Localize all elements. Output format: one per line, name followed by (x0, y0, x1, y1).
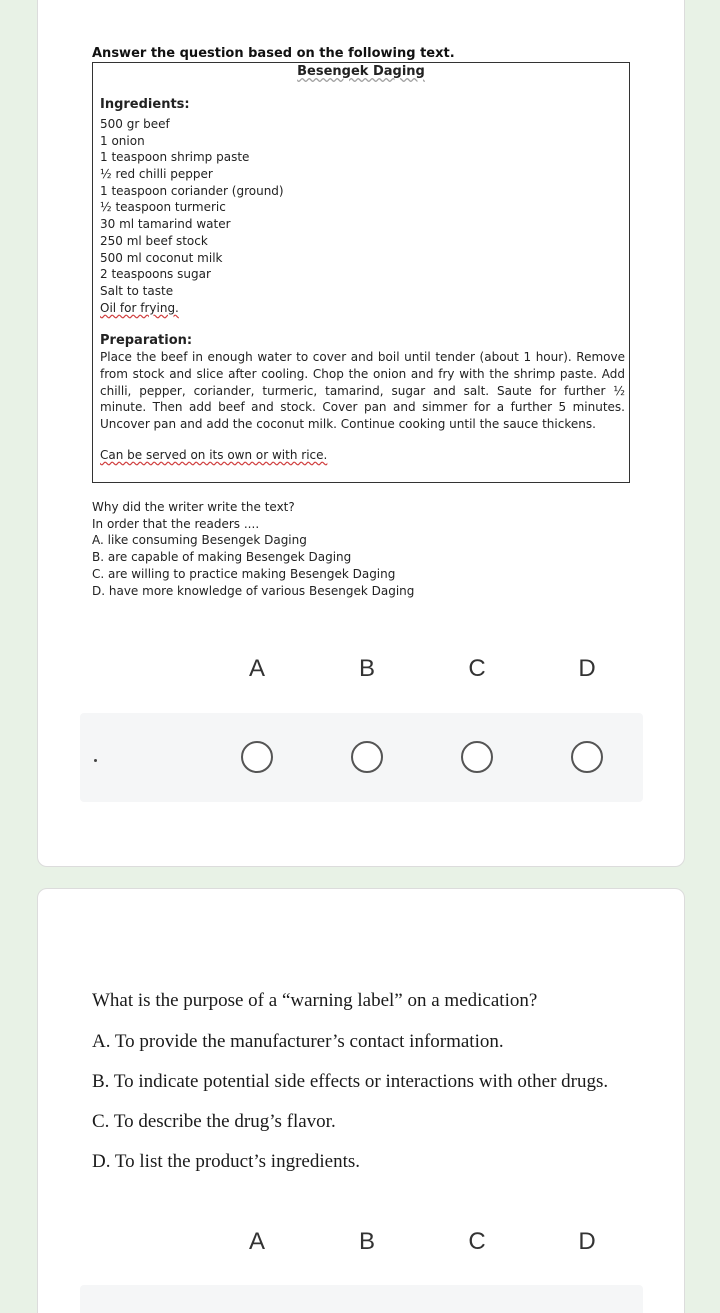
ingredients-list (100, 116, 284, 316)
q2-choice-label-b: B (358, 1228, 375, 1255)
ingredient-item: 1 onion (100, 133, 145, 148)
ingredient-item: 2 teaspoons sugar (100, 267, 211, 282)
q2-choice-label-c: C (468, 1228, 486, 1255)
preparation-text: Place the beef in enough water to cover and boil until tender (about 1 hour). Remove from stock and slice after cooling. Chop the onion and fry with the shrimp paste. Add chilli, pepper, coriander, turmeric, tamarind, sugar and salt. Saute for further ½ minute. Then add beef and stock. Cover pan and simmer for a further 5 minutes. Uncover pan and add the coconut milk. Continue cooking until the sauce thickens. (100, 350, 625, 432)
radio-d[interactable] (571, 741, 603, 773)
option-c-text: C. are willing to practice making Besengek Daging (92, 567, 396, 581)
serving-text: Can be served on its own or with rice. (100, 448, 328, 462)
choice-label-a: A (248, 655, 265, 682)
ingredient-item: ½ red chilli pepper (100, 167, 213, 182)
q2-option-b-text: B. To indicate potential side effects or interactions with other drugs. (92, 1071, 609, 1092)
ingredient-item: 250 ml beef stock (100, 233, 208, 248)
instruction-text: Answer the question based on the following text. (92, 46, 455, 61)
question-text: Why did the writer write the text? (92, 500, 295, 514)
option-a-text: A. like consuming Besengek Daging (92, 533, 307, 547)
question-card-1 (37, 0, 685, 867)
choice-label-b: B (358, 655, 375, 682)
choice-label-d: D (578, 655, 596, 682)
question-2-text: What is the purpose of a “warning label” on a medication? (92, 990, 538, 1011)
radio-c[interactable] (461, 741, 493, 773)
ingredients-heading: Ingredients: (100, 97, 190, 112)
q2-option-d-text: D. To list the product’s ingredients. (92, 1151, 360, 1172)
ingredient-item: 1 teaspoon coriander (ground) (100, 183, 284, 198)
q2-option-c-text: C. To describe the drug’s flavor. (92, 1111, 336, 1132)
ingredient-item: Salt to taste (100, 283, 174, 298)
ingredient-item: ½ teaspoon turmeric (100, 200, 226, 215)
option-d-text: D. have more knowledge of various Besengek Daging (92, 584, 415, 598)
q2-choice-label-a: A (248, 1228, 265, 1255)
question-stem: In order that the readers .... (92, 517, 260, 531)
question-card-2 (37, 888, 685, 1313)
q2-option-a-text: A. To provide the manufacturer’s contact information. (92, 1031, 504, 1052)
ingredient-item: 1 teaspoon shrimp paste (100, 150, 250, 165)
preparation-heading: Preparation: (100, 333, 193, 348)
recipe-title: Besengek Daging (297, 64, 425, 79)
ingredient-item: 30 ml tamarind water (100, 217, 231, 232)
ingredient-item: 500 ml coconut milk (100, 250, 223, 265)
ingredient-item: Oil for frying. (100, 300, 179, 315)
q2-answer-radio-row (80, 1285, 643, 1313)
radio-a[interactable] (241, 741, 273, 773)
recipe-box (92, 62, 630, 483)
answer-radio-row (80, 713, 643, 802)
row-marker-dot (94, 759, 97, 762)
radio-b[interactable] (351, 741, 383, 773)
ingredient-item: 500 gr beef (100, 117, 170, 131)
choice-label-c: C (468, 655, 486, 682)
q2-choice-label-d: D (578, 1228, 596, 1255)
option-b-text: B. are capable of making Besengek Daging (92, 550, 352, 564)
